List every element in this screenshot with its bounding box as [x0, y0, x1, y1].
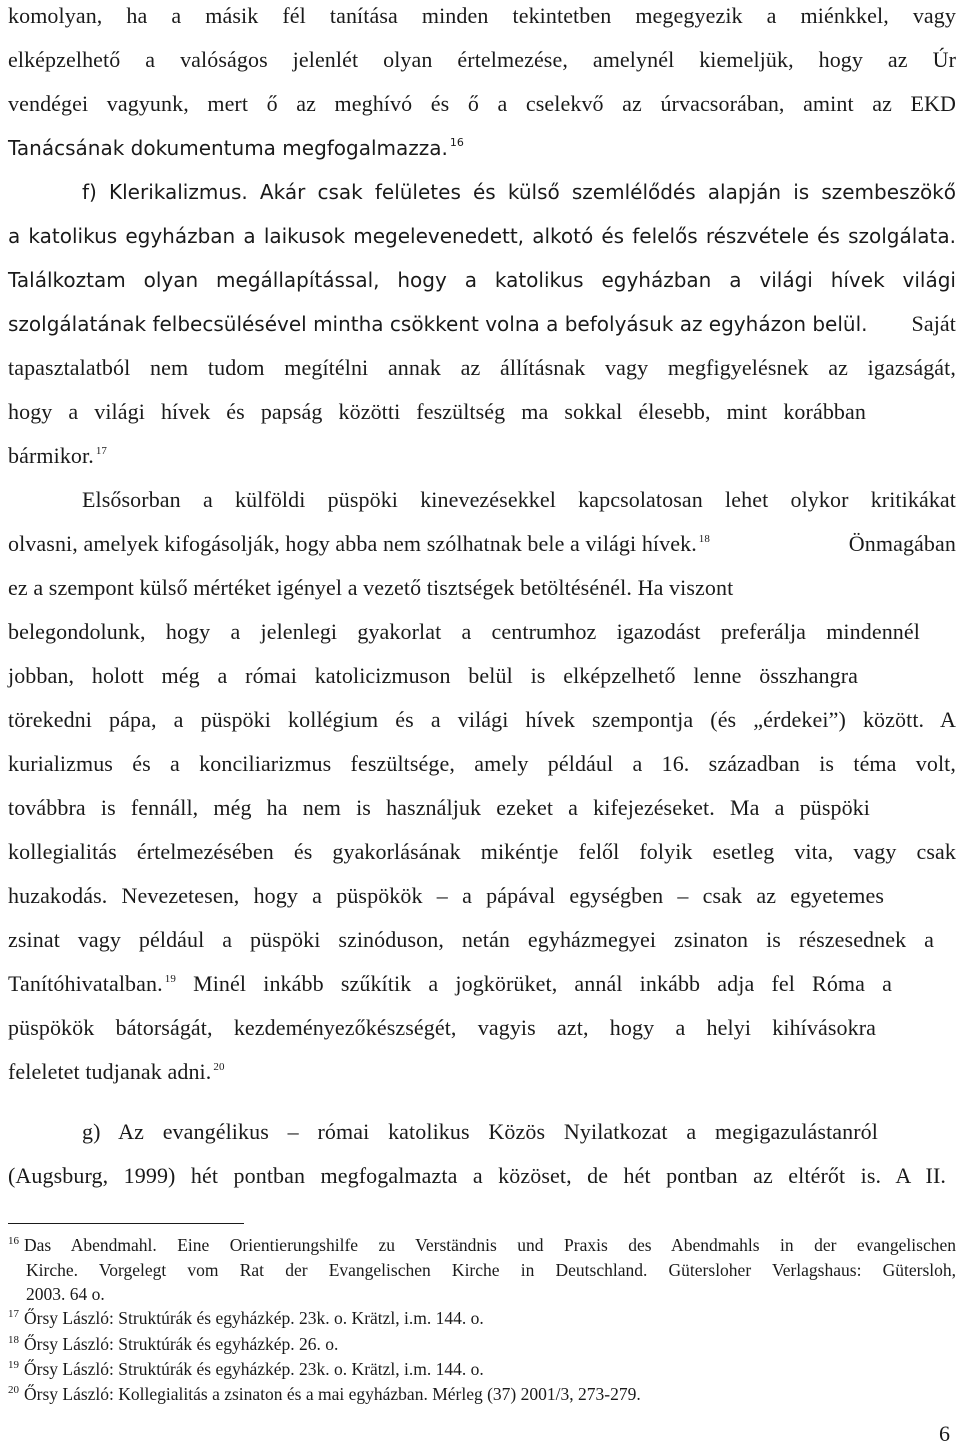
footnote-16-line-3: 2003. 64 o.: [26, 1284, 105, 1304]
body-line-23-a: [8, 971, 176, 996]
body-line-8-serif: Saját: [911, 311, 956, 336]
body-line-14-b: Ha viszont: [637, 575, 734, 600]
footnote-17-number: 17: [8, 1308, 19, 1320]
body-line-13-a: olvasni, amelyek kifogásolják, hogy abba nem szólhatnak bele a világi hívek.: [8, 531, 697, 556]
body-line-14-a: ez a szempont külső mértéket igényel a vezető tisztségek betöltésénél.: [8, 575, 632, 600]
body-line-8-sans: szolgálatának felbecsülésével mintha csökkent volna a befolyásuk az egyházon belül.: [8, 312, 868, 336]
footnote-16-text-a: Das Abendmahl. Eine Orientierungshilfe zu Verständnis und Praxis des Abendmahls in der evangelischen: [24, 1235, 956, 1255]
body-line-17: törekedni pápa, a püspöki kollégium és a világi hívek szempontja (és „érdekei”) között. A: [8, 707, 956, 732]
footnote-ref-16[interactable]: 16: [449, 136, 464, 149]
footnote-20-number: 20: [8, 1384, 19, 1396]
body-line-6: a katolikus egyházban a laikusok megelevenedett, alkotó és felelős részvétele és szolgálata.: [8, 224, 956, 248]
footnote-18-text: Őrsy László: Struktúrák és egyházkép. 26. o.: [24, 1334, 339, 1354]
footnote-19-text: Őrsy László: Struktúrák és egyházkép. 23k. o. Krätzl, i.m. 144. o.: [24, 1359, 484, 1379]
body-line-8: [8, 309, 956, 339]
body-line-12: Elsősorban a külföldi püspöki kinevezésekkel kapcsolatosan lehet olykor kritikákat: [82, 487, 956, 512]
body-line-11-text: bármikor.: [8, 443, 94, 468]
footnote-ref-18[interactable]: 18: [698, 533, 710, 545]
body-line-20: kollegialitás értelmezésében és gyakorlásának mikéntje felől folyik esetleg vita, vagy csak: [8, 839, 956, 864]
footnote-16-number: 16: [8, 1235, 19, 1247]
body-line-25: [8, 1057, 956, 1087]
body-line-27: (Augsburg, 1999) hét pontban megfogalmazta a közöset, de hét pontban az eltérőt is. A II.: [8, 1163, 946, 1188]
body-line-7: Találkoztam olyan megállapítással, hogy a katolikus egyházban a világi hívek világi: [8, 268, 956, 292]
body-line-23-b: Minél inkább szűkítik a jogkörüket, annál inkább adja fel Róma a: [193, 971, 892, 996]
body-line-5: f) Klerikalizmus. Akár csak felületes és külső szemlélődés alapján is szembeszökő: [82, 180, 956, 204]
body-line-15: belegondolunk, hogy a jelenlegi gyakorlat a centrumhoz igazodást preferálja mindennél: [8, 619, 920, 644]
body-line-21: huzakodás. Nevezetesen, hogy a püspökök – a pápával egységben – csak az egyetemes: [8, 883, 884, 908]
footnote-17: [8, 1307, 956, 1329]
footnote-ref-20[interactable]: 20: [213, 1061, 225, 1073]
body-line-13: [8, 529, 956, 559]
page-number: 6: [939, 1421, 950, 1446]
footnote-20: [8, 1383, 956, 1405]
body-line-13-b: Önmagában: [848, 531, 956, 556]
footnote-16-line-2: Kirche. Vorgelegt vom Rat der Evangelischen Kirche in Deutschland. Gütersloher Verlagshaus: Gütersloh,: [26, 1260, 956, 1280]
footnote-16: [8, 1234, 956, 1256]
footnote-17-text: Őrsy László: Struktúrák és egyházkép. 23k. o. Krätzl, i.m. 144. o.: [24, 1308, 484, 1328]
body-line-11: [8, 441, 956, 471]
body-line-23-a-text: Tanítóhivatalban.: [8, 971, 163, 996]
body-line-25-text: feleletet tudjanak adni.: [8, 1059, 212, 1084]
footnote-18: [8, 1333, 956, 1355]
body-line-14: [8, 573, 956, 603]
body-line-26: g) Az evangélikus – római katolikus Közös Nyilatkozat a megigazulástanról: [82, 1119, 878, 1144]
body-line-4: [8, 133, 956, 163]
footnote-ref-19[interactable]: 19: [164, 973, 176, 985]
body-line-18: kurializmus és a konciliarizmus feszültsége, amely például a 16. században is téma volt,: [8, 751, 956, 776]
body-line-24: püspökök bátorságát, kezdeményezőkészségét, vagyis azt, hogy a helyi kihívásokra: [8, 1015, 876, 1040]
footnote-separator: [8, 1223, 244, 1224]
footnote-19-number: 19: [8, 1359, 19, 1371]
footnote-18-number: 18: [8, 1334, 19, 1346]
body-line-23: [8, 969, 892, 999]
body-line-19: továbbra is fennáll, még ha nem is használjuk ezeket a kifejezéseket. Ma a püspöki: [8, 795, 870, 820]
body-line-3: vendégei vagyunk, mert ő az meghívó és ő a cselekvő az úrvacsorában, amint az EKD: [8, 91, 956, 116]
footnote-ref-17[interactable]: 17: [95, 445, 108, 457]
body-line-4-text: Tanácsának dokumentuma megfogalmazza.: [8, 136, 448, 160]
body-line-1: komolyan, ha a másik fél tanítása minden tekintetben megegyezik a miénkkel, vagy: [8, 3, 956, 28]
body-line-10: hogy a világi hívek és papság közötti feszültség ma sokkal élesebb, mint korábban: [8, 399, 866, 424]
body-line-9: tapasztalatból nem tudom megítélni annak az állításnak vagy megfigyelésnek az igazságát,: [8, 355, 956, 380]
footnote-20-text: Őrsy László: Kollegialitás a zsinaton és a mai egyházban. Mérleg (37) 2001/3, 273-279.: [24, 1384, 641, 1404]
body-line-2: elképzelhető a valóságos jelenlét olyan értelmezése, amelynél kiemeljük, hogy az Úr: [8, 47, 956, 72]
body-line-16: jobban, holott még a római katolicizmuson belül is elképzelhető lenne összhangra: [8, 663, 858, 688]
body-line-22: zsinat vagy például a püspöki szinóduson, netán egyházmegyei zsinaton is részesednek a: [8, 927, 934, 952]
footnote-19: [8, 1358, 956, 1380]
